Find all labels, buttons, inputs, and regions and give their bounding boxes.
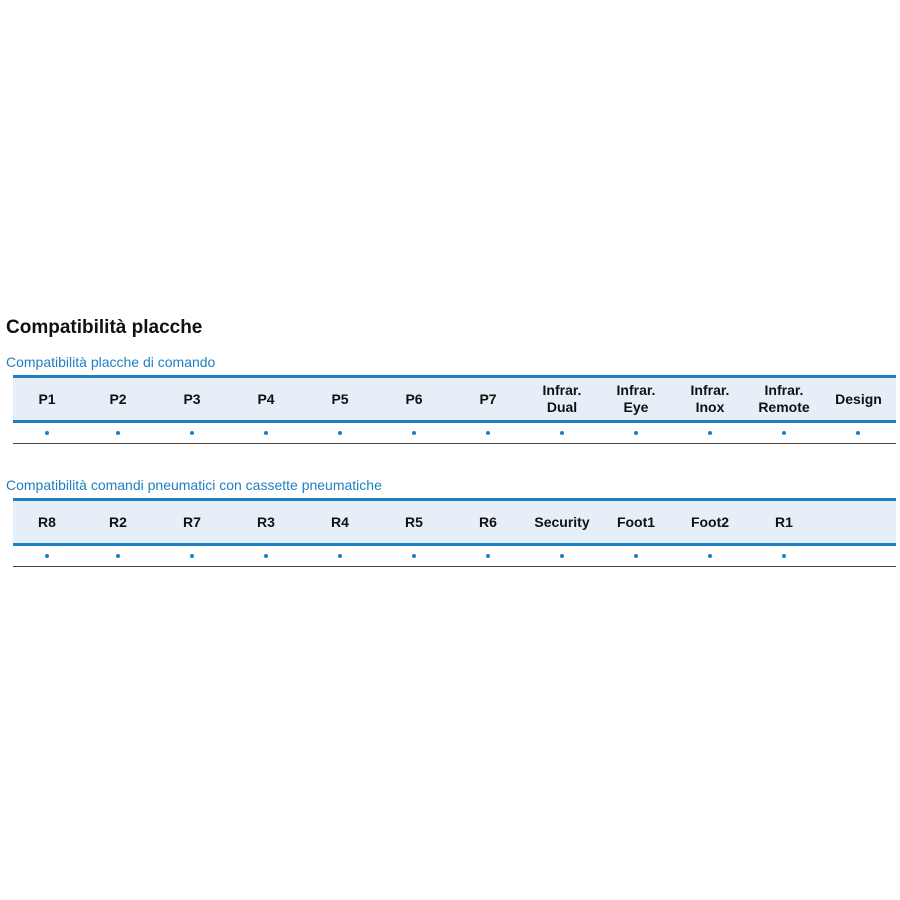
- table-caption-comandi-pneumatici: Compatibilità comandi pneumatici con cassette pneumatiche: [6, 477, 382, 493]
- compatibility-cell: [525, 423, 599, 443]
- table-header-row: [13, 375, 896, 423]
- column-header: P3: [183, 390, 201, 407]
- compatibility-cell: [13, 423, 81, 443]
- compatible-dot-icon: [782, 431, 786, 435]
- column-header: Design: [835, 390, 882, 407]
- compatible-dot-icon: [190, 554, 194, 558]
- compatibility-cell: [155, 546, 229, 566]
- compatibility-row: [13, 423, 896, 444]
- compatible-dot-icon: [560, 554, 564, 558]
- compatible-dot-icon: [560, 431, 564, 435]
- page-title: Compatibilità placche: [6, 317, 203, 338]
- compatible-dot-icon: [782, 554, 786, 558]
- column-header: R1: [775, 513, 793, 530]
- compatible-dot-icon: [486, 431, 490, 435]
- column-header: Infrar. Remote: [758, 382, 810, 415]
- compatibility-cell: [229, 546, 303, 566]
- compatibility-cell: [13, 546, 81, 566]
- compatible-dot-icon: [45, 554, 49, 558]
- compatibility-cell: [303, 423, 377, 443]
- column-header: R6: [479, 513, 497, 530]
- column-header: P4: [257, 390, 275, 407]
- column-header: P2: [109, 390, 127, 407]
- compatible-dot-icon: [412, 431, 416, 435]
- column-header: R8: [38, 513, 56, 530]
- column-header: Security: [534, 513, 590, 530]
- compatibility-cell: [821, 423, 896, 443]
- compatible-dot-icon: [634, 554, 638, 558]
- empty-column-header: [821, 501, 896, 543]
- compatibility-cell: [673, 423, 747, 443]
- compatible-dot-icon: [264, 554, 268, 558]
- compatibility-cell: [451, 423, 525, 443]
- column-header: R2: [109, 513, 127, 530]
- compatibility-cell: [747, 546, 821, 566]
- column-header: Infrar. Dual: [542, 382, 582, 415]
- column-header: R5: [405, 513, 423, 530]
- column-header: P5: [331, 390, 349, 407]
- column-header: Infrar. Eye: [616, 382, 656, 415]
- compatibility-cell: [377, 423, 451, 443]
- column-header: Infrar. Inox: [690, 382, 730, 415]
- compatibility-cell: [229, 423, 303, 443]
- compatible-dot-icon: [708, 431, 712, 435]
- column-header: P6: [405, 390, 423, 407]
- column-header: R4: [331, 513, 349, 530]
- compatibility-cell: [525, 546, 599, 566]
- compatibility-cell: [303, 546, 377, 566]
- compatible-dot-icon: [190, 431, 194, 435]
- compatibility-cell: [599, 546, 673, 566]
- compatibility-cell: [377, 546, 451, 566]
- column-header: P7: [479, 390, 497, 407]
- compatibility-cell: [673, 546, 747, 566]
- compatibility-cell: [599, 423, 673, 443]
- compatible-dot-icon: [634, 431, 638, 435]
- compatibility-cell: [81, 423, 155, 443]
- compatibility-table-comandi-pneumatici: [13, 498, 896, 567]
- compatible-dot-icon: [338, 431, 342, 435]
- column-header: R7: [183, 513, 201, 530]
- table-caption-placche-comando: Compatibilità placche di comando: [6, 354, 216, 370]
- compatible-dot-icon: [708, 554, 712, 558]
- compatible-dot-icon: [856, 431, 860, 435]
- table-header-row: [13, 498, 896, 546]
- column-header: P1: [38, 390, 56, 407]
- compatible-dot-icon: [338, 554, 342, 558]
- column-header: Foot1: [616, 513, 656, 530]
- compatible-dot-icon: [486, 554, 490, 558]
- column-header: Foot2: [690, 513, 730, 530]
- compatibility-row: [13, 546, 896, 567]
- compatibility-cell: [451, 546, 525, 566]
- compatible-dot-icon: [116, 554, 120, 558]
- compatible-dot-icon: [412, 554, 416, 558]
- empty-compatibility-cell: [821, 546, 896, 566]
- compatibility-cell: [747, 423, 821, 443]
- compatible-dot-icon: [264, 431, 268, 435]
- column-header: R3: [257, 513, 275, 530]
- compatibility-cell: [155, 423, 229, 443]
- compatible-dot-icon: [116, 431, 120, 435]
- compatibility-cell: [81, 546, 155, 566]
- compatible-dot-icon: [45, 431, 49, 435]
- compatibility-table-placche-comando: [13, 375, 896, 444]
